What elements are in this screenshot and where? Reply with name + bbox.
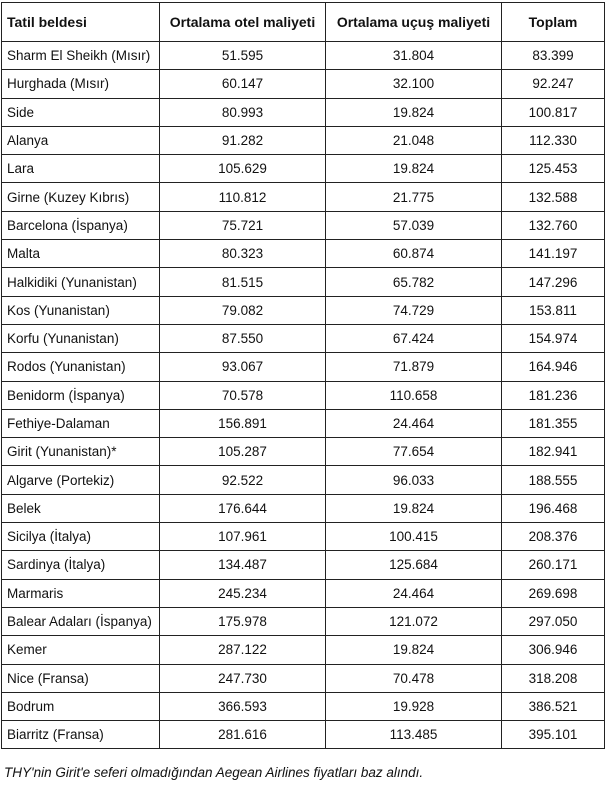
table-row	[2, 579, 605, 607]
flight-cost-cell: 70.478	[326, 664, 502, 692]
resort-name-cell: Barcelona (İspanya)	[2, 211, 160, 239]
total-cost-cell: 306.946	[502, 636, 605, 664]
flight-cost-cell: 71.879	[326, 353, 502, 381]
hotel-cost-cell: 176.644	[160, 494, 326, 522]
hotel-cost-cell: 60.147	[160, 70, 326, 98]
resort-name-cell: Kemer	[2, 636, 160, 664]
flight-cost-cell: 96.033	[326, 466, 502, 494]
flight-cost-cell: 57.039	[326, 211, 502, 239]
table-body	[2, 42, 605, 749]
resort-name-cell: Alanya	[2, 126, 160, 154]
total-cost-cell: 395.101	[502, 721, 605, 749]
header-flight-cost: Ortalama uçuş maliyeti	[326, 3, 502, 42]
flight-cost-cell: 121.072	[326, 607, 502, 635]
resort-name-cell: Lara	[2, 155, 160, 183]
table-row	[2, 692, 605, 720]
resort-name-cell: Korfu (Yunanistan)	[2, 324, 160, 352]
resort-name-cell: Rodos (Yunanistan)	[2, 353, 160, 381]
hotel-cost-cell: 80.323	[160, 240, 326, 268]
table-row	[2, 494, 605, 522]
cost-table	[1, 2, 605, 749]
hotel-cost-cell: 79.082	[160, 296, 326, 324]
resort-name-cell: Hurghada (Mısır)	[2, 70, 160, 98]
hotel-cost-cell: 91.282	[160, 126, 326, 154]
resort-name-cell: Nice (Fransa)	[2, 664, 160, 692]
hotel-cost-cell: 92.522	[160, 466, 326, 494]
total-cost-cell: 318.208	[502, 664, 605, 692]
flight-cost-cell: 19.824	[326, 98, 502, 126]
total-cost-cell: 196.468	[502, 494, 605, 522]
total-cost-cell: 208.376	[502, 523, 605, 551]
hotel-cost-cell: 75.721	[160, 211, 326, 239]
table-row	[2, 268, 605, 296]
flight-cost-cell: 77.654	[326, 438, 502, 466]
table-row	[2, 42, 605, 70]
total-cost-cell: 181.236	[502, 381, 605, 409]
flight-cost-cell: 60.874	[326, 240, 502, 268]
total-cost-cell: 100.817	[502, 98, 605, 126]
total-cost-cell: 83.399	[502, 42, 605, 70]
table-row	[2, 126, 605, 154]
hotel-cost-cell: 93.067	[160, 353, 326, 381]
total-cost-cell: 112.330	[502, 126, 605, 154]
resort-name-cell: Girne (Kuzey Kıbrıs)	[2, 183, 160, 211]
resort-name-cell: Benidorm (İspanya)	[2, 381, 160, 409]
header-row	[2, 3, 605, 42]
resort-name-cell: Side	[2, 98, 160, 126]
flight-cost-cell: 19.824	[326, 155, 502, 183]
resort-name-cell: Kos (Yunanistan)	[2, 296, 160, 324]
total-cost-cell: 154.974	[502, 324, 605, 352]
resort-name-cell: Sharm El Sheikh (Mısır)	[2, 42, 160, 70]
hotel-cost-cell: 105.287	[160, 438, 326, 466]
table-row	[2, 607, 605, 635]
flight-cost-cell: 67.424	[326, 324, 502, 352]
flight-cost-cell: 125.684	[326, 551, 502, 579]
table-row	[2, 324, 605, 352]
flight-cost-cell: 19.928	[326, 692, 502, 720]
table-row	[2, 183, 605, 211]
table-row	[2, 438, 605, 466]
flight-cost-cell: 19.824	[326, 636, 502, 664]
flight-cost-cell: 19.824	[326, 494, 502, 522]
flight-cost-cell: 24.464	[326, 579, 502, 607]
table-row	[2, 664, 605, 692]
resort-name-cell: Belek	[2, 494, 160, 522]
resort-name-cell: Girit (Yunanistan)*	[2, 438, 160, 466]
total-cost-cell: 141.197	[502, 240, 605, 268]
table-row	[2, 296, 605, 324]
hotel-cost-cell: 281.616	[160, 721, 326, 749]
table-row	[2, 409, 605, 437]
total-cost-cell: 125.453	[502, 155, 605, 183]
header-resort: Tatil beldesi	[2, 3, 160, 42]
hotel-cost-cell: 70.578	[160, 381, 326, 409]
table-header	[2, 3, 605, 42]
document-page	[1, 2, 604, 780]
flight-cost-cell: 24.464	[326, 409, 502, 437]
table-row	[2, 98, 605, 126]
hotel-cost-cell: 175.978	[160, 607, 326, 635]
resort-name-cell: Balear Adaları (İspanya)	[2, 607, 160, 635]
flight-cost-cell: 74.729	[326, 296, 502, 324]
total-cost-cell: 132.760	[502, 211, 605, 239]
header-hotel-cost: Ortalama otel maliyeti	[160, 3, 326, 42]
hotel-cost-cell: 134.487	[160, 551, 326, 579]
resort-name-cell: Biarritz (Fransa)	[2, 721, 160, 749]
flight-cost-cell: 110.658	[326, 381, 502, 409]
resort-name-cell: Halkidiki (Yunanistan)	[2, 268, 160, 296]
hotel-cost-cell: 107.961	[160, 523, 326, 551]
hotel-cost-cell: 110.812	[160, 183, 326, 211]
header-total: Toplam	[502, 3, 605, 42]
resort-name-cell: Fethiye-Dalaman	[2, 409, 160, 437]
total-cost-cell: 260.171	[502, 551, 605, 579]
total-cost-cell: 386.521	[502, 692, 605, 720]
table-row	[2, 381, 605, 409]
hotel-cost-cell: 247.730	[160, 664, 326, 692]
table-row	[2, 155, 605, 183]
total-cost-cell: 92.247	[502, 70, 605, 98]
table-row	[2, 466, 605, 494]
table-row	[2, 721, 605, 749]
total-cost-cell: 164.946	[502, 353, 605, 381]
table-row	[2, 240, 605, 268]
hotel-cost-cell: 156.891	[160, 409, 326, 437]
flight-cost-cell: 31.804	[326, 42, 502, 70]
hotel-cost-cell: 81.515	[160, 268, 326, 296]
resort-name-cell: Algarve (Portekiz)	[2, 466, 160, 494]
total-cost-cell: 147.296	[502, 268, 605, 296]
flight-cost-cell: 21.775	[326, 183, 502, 211]
total-cost-cell: 188.555	[502, 466, 605, 494]
total-cost-cell: 297.050	[502, 607, 605, 635]
flight-cost-cell: 113.485	[326, 721, 502, 749]
hotel-cost-cell: 245.234	[160, 579, 326, 607]
resort-name-cell: Malta	[2, 240, 160, 268]
total-cost-cell: 153.811	[502, 296, 605, 324]
table-row	[2, 70, 605, 98]
flight-cost-cell: 65.782	[326, 268, 502, 296]
flight-cost-cell: 21.048	[326, 126, 502, 154]
hotel-cost-cell: 87.550	[160, 324, 326, 352]
table-row	[2, 353, 605, 381]
flight-cost-cell: 32.100	[326, 70, 502, 98]
table-row	[2, 551, 605, 579]
total-cost-cell: 182.941	[502, 438, 605, 466]
table-row	[2, 523, 605, 551]
total-cost-cell: 181.355	[502, 409, 605, 437]
resort-name-cell: Marmaris	[2, 579, 160, 607]
hotel-cost-cell: 105.629	[160, 155, 326, 183]
flight-cost-cell: 100.415	[326, 523, 502, 551]
hotel-cost-cell: 287.122	[160, 636, 326, 664]
total-cost-cell: 269.698	[502, 579, 605, 607]
resort-name-cell: Sardinya (İtalya)	[2, 551, 160, 579]
resort-name-cell: Bodrum	[2, 692, 160, 720]
footnote: THY'nin Girit'e seferi olmadığından Aegean Airlines fiyatları baz alındı.	[4, 765, 424, 781]
hotel-cost-cell: 366.593	[160, 692, 326, 720]
table-row	[2, 636, 605, 664]
total-cost-cell: 132.588	[502, 183, 605, 211]
hotel-cost-cell: 51.595	[160, 42, 326, 70]
table-row	[2, 211, 605, 239]
resort-name-cell: Sicilya (İtalya)	[2, 523, 160, 551]
hotel-cost-cell: 80.993	[160, 98, 326, 126]
